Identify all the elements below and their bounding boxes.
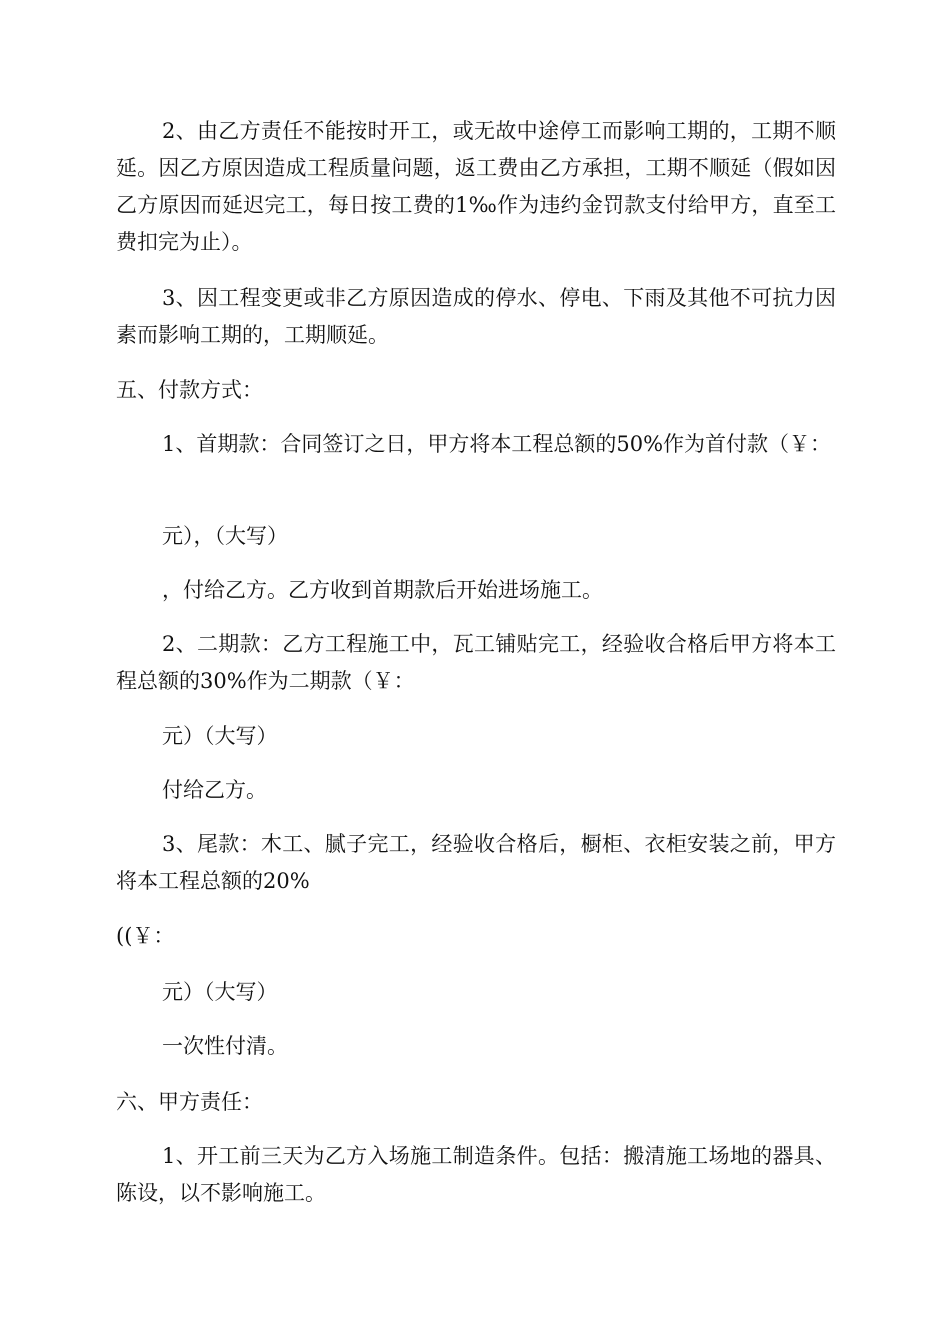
paragraph-schedule-extension: 3、因工程变更或非乙方原因造成的停水、停电、下雨及其他不可抗力因素而影响工期的，工期顺延。 [116, 286, 836, 347]
payment-item-first-tail: ，付给乙方。乙方收到首期款后开始进场施工。 [162, 578, 603, 602]
payment-item-second-amount: 元）（大写） [162, 724, 278, 748]
payment-item-first-amount: 元），（大写） [162, 524, 288, 548]
payment-item-second: 2、二期款：乙方工程施工中，瓦工铺贴完工，经验收合格后甲方将本工程总额的30%作为二期款（￥： [116, 632, 836, 693]
paragraph-delay-responsibility: 2、由乙方责任不能按时开工，或无故中途停工而影响工期的，工期不顺延。因乙方原因造成工程质量问题，返工费由乙方承担，工期不顺延（假如因乙方原因而延迟完工，每日按工费的1‰作为违约金罚款支付给甲方，直至工费扣完为止）。 [116, 119, 836, 254]
section-heading-party-a-duties: 六、甲方责任： [116, 1090, 263, 1114]
payment-item-final: 3、尾款：木工、腻子完工，经验收合格后，橱柜、衣柜安装之前，甲方将本工程总额的20% [116, 832, 836, 893]
payment-item-final-currency: ((￥： [116, 924, 175, 948]
section-heading-payment: 五、付款方式： [116, 378, 263, 402]
payment-item-final-amount: 元）（大写） [162, 980, 278, 1004]
payment-item-final-tail: 一次性付清。 [162, 1034, 288, 1058]
party-a-duty-item-1: 1、开工前三天为乙方入场施工制造条件。包括：搬清施工场地的器具、陈设，以不影响施工。 [116, 1144, 836, 1205]
payment-item-first: 1、首期款：合同签订之日，甲方将本工程总额的50%作为首付款（￥： [162, 432, 832, 456]
payment-item-second-tail: 付给乙方。 [162, 778, 267, 802]
